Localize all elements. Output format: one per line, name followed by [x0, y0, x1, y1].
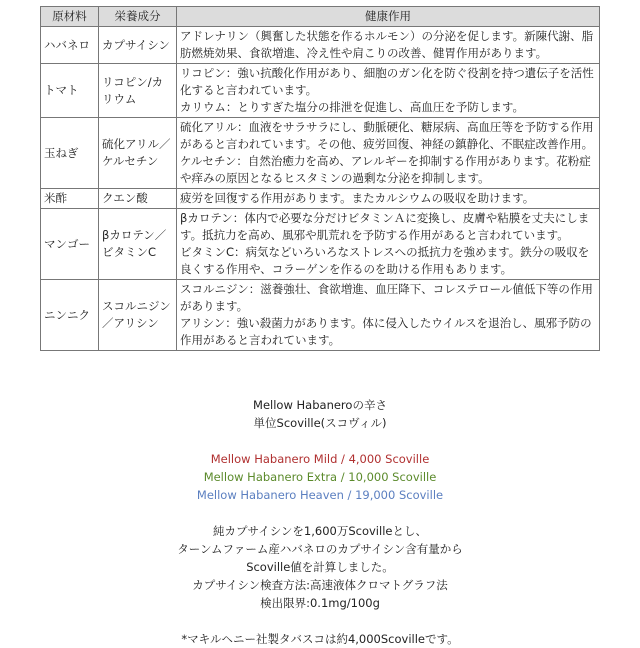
- note-line: 純カプサイシンを1,600万Scovilleとし、: [213, 524, 427, 538]
- nutrient-cell: 硫化アリル／ケルセチン: [99, 118, 177, 189]
- ingredient-cell: マンゴー: [41, 209, 99, 280]
- health-effect-cell: [177, 280, 600, 351]
- health-effect-text: ビタミンC：病気などいろいろなストレスへの抵抗力を強めます。鉄分の吸収を良くする作用や、コラーゲンを作るのを助ける作用もあります。: [180, 245, 590, 276]
- table-row: [41, 189, 600, 209]
- header-nutrient: 栄養成分: [99, 7, 177, 27]
- ingredient-cell: ニンニク: [41, 280, 99, 351]
- health-effect-cell: [177, 118, 600, 189]
- nutrient-cell: βカロテン／ビタミンC: [99, 209, 177, 280]
- nutrient-cell: スコルニジン／アリシン: [99, 280, 177, 351]
- table-row: [41, 280, 600, 351]
- header-health-effect: 健康作用: [177, 7, 600, 27]
- table-row: [41, 64, 600, 118]
- health-effect-cell: [177, 64, 600, 118]
- table-body: [41, 27, 600, 351]
- ingredient-cell: 玉ねぎ: [41, 118, 99, 189]
- health-effect-text: スコルニジン：滋養強壮、食欲増進、血圧降下、コレステロール値低下等の作用があります。: [180, 282, 593, 313]
- note-line: 検出限界:0.1mg/100g: [260, 596, 380, 610]
- health-effect-text: リコピン：強い抗酸化作用があり、細胞のガン化を防ぐ役割を持つ遺伝子を活性化すると言われています。: [180, 66, 594, 97]
- table-header-row: [41, 7, 600, 27]
- header-ingredient: 原材料: [41, 7, 99, 27]
- health-effect-cell: [177, 189, 600, 209]
- note-line: カプサイシン検査方法:高速液体クロマトグラフ法: [192, 578, 448, 592]
- heat-level-line: Mellow Habanero Mild / 4,000 Scoville: [210, 452, 430, 466]
- scoville-heading: Mellow Habaneroの辛さ: [253, 398, 387, 412]
- note-line: Scoville値を計算しました。: [246, 560, 394, 574]
- health-effect-cell: [177, 209, 600, 280]
- health-effect-text: ケルセチン：自然治癒力を高め、アレルギーを抑制する作用があります。花粉症や痒みの原因となるヒスタミンの過剰な分泌を抑制します。: [180, 154, 591, 185]
- table-row: [41, 118, 600, 189]
- health-effect-text: βカロテン：体内で必要な分だけビタミンＡに変換し、皮膚や粘膜を丈夫にします。抵抗力を高め、風邪や肌荒れを予防する作用があると言われています。: [180, 211, 590, 242]
- heat-level-line: Mellow Habanero Heaven / 19,000 Scoville: [196, 488, 444, 502]
- ingredient-health-table: [40, 6, 600, 351]
- heat-level-list: [0, 450, 640, 504]
- ingredient-cell: 米酢: [41, 189, 99, 209]
- nutrient-cell: リコピン/カリウム: [99, 64, 177, 118]
- tabasco-footnote: *マキルヘニー社製タバスコは約4,000Scovilleです。: [181, 632, 459, 646]
- scoville-info: [0, 396, 640, 648]
- health-effect-cell: [177, 27, 600, 64]
- nutrient-cell: クエン酸: [99, 189, 177, 209]
- heat-level-line: Mellow Habanero Extra / 10,000 Scoville: [203, 470, 437, 484]
- health-effect-text: 疲労を回復する作用があります。またカルシウムの吸収を助けます。: [180, 191, 535, 205]
- health-effect-text: アリシン：強い殺菌力があります。体に侵入したウイルスを退治し、風邪予防の作用があると言われています。: [180, 316, 592, 347]
- scoville-unit: 単位Scoville(スコヴィル): [253, 416, 387, 430]
- health-effect-text: 硫化アリル：血液をサラサラにし、動脈硬化、糖尿病、高血圧等を予防する作用があると言われています。その他、疲労回復、神経の鎮静化、不眠症改善作用。: [180, 120, 594, 151]
- ingredient-cell: トマト: [41, 64, 99, 118]
- measurement-note: [0, 522, 640, 612]
- note-line: ターンムファーム産ハバネロのカプサイシン含有量から: [177, 542, 463, 556]
- table-row: [41, 209, 600, 280]
- nutrient-cell: カプサイシン: [99, 27, 177, 64]
- health-effect-text: アドレナリン（興奮した状態を作るホルモン）の分泌を促します。新陳代謝、脂肪燃焼効果、食欲増進、冷え性や肩こりの改善、健胃作用があります。: [180, 29, 594, 60]
- table-row: [41, 27, 600, 64]
- health-effect-text: カリウム：とりすぎた塩分の排泄を促進し、高血圧を予防します。: [180, 100, 524, 114]
- ingredient-cell: ハバネロ: [41, 27, 99, 64]
